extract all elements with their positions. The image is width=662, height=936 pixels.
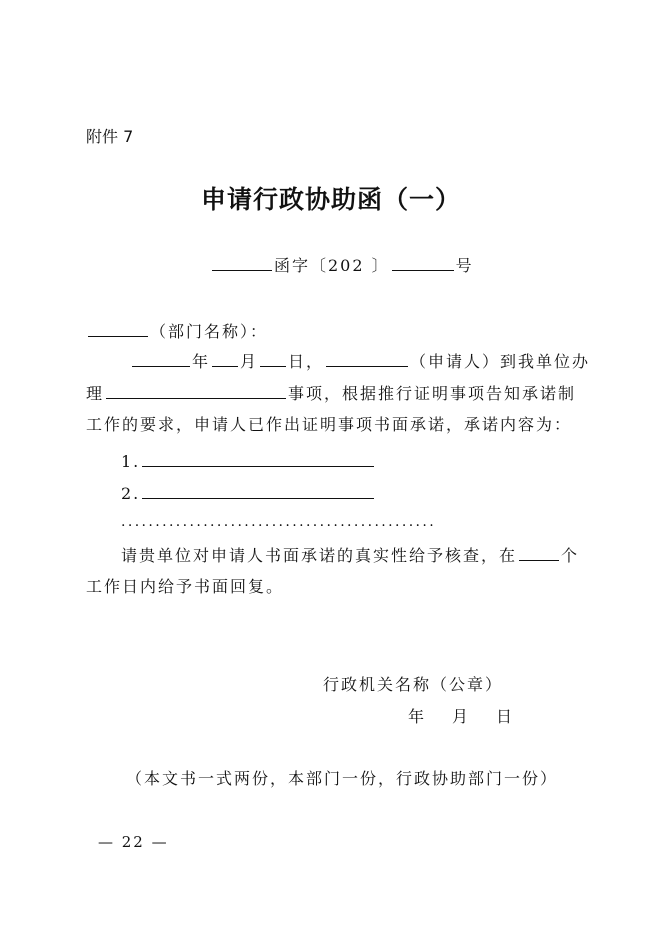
workdays-blank [519, 544, 559, 561]
salutation-text: （部门名称）： [150, 322, 269, 341]
document-title: 申请行政协助函（一） [200, 185, 461, 214]
number-blank [392, 254, 454, 271]
month-label: 月 [240, 352, 259, 371]
day-label: 日， [288, 352, 325, 371]
body-line-2 [86, 382, 576, 405]
body-line-2-prefix: 理 [86, 384, 105, 403]
signature-date: 年 月 日 [408, 707, 519, 726]
department-blank [88, 320, 148, 337]
item-number: 2. [121, 484, 141, 503]
issuer-blank [212, 254, 272, 271]
request-text: 请贵单位对申请人书面承诺的真实性给予核查，在 [121, 546, 518, 565]
ellipsis-line: .............................................. [121, 514, 437, 530]
request-line-1 [121, 544, 579, 567]
copies-note: （本文书一式两份，本部门一份，行政协助部门一份） [126, 769, 559, 788]
item-1-blank [142, 450, 374, 467]
signature-org: 行政机关名称（公章） [323, 675, 504, 694]
attachment-label: 附件 7 [86, 127, 134, 146]
matter-blank [106, 382, 286, 399]
body-line-1 [130, 350, 590, 373]
commitment-item-1 [121, 450, 376, 473]
applicant-label: （申请人）到我单位办 [410, 352, 591, 371]
body-line-3: 工作的要求，申请人已作出证明事项书面承诺，承诺内容为： [86, 415, 573, 434]
item-2-blank [142, 482, 374, 499]
day-blank [260, 350, 286, 367]
item-number: 1. [121, 452, 141, 471]
request-line-2: 工作日内给予书面回复。 [86, 577, 285, 596]
request-suffix: 个 [561, 546, 580, 565]
body-line-2-suffix: 事项，根据推行证明事项告知承诺制 [288, 384, 577, 403]
year-blank [132, 350, 190, 367]
doc-number-middle: 函字〔202 〕 [274, 256, 390, 275]
page-number: — 22 — [98, 833, 169, 851]
year-label: 年 [192, 352, 211, 371]
document-number-line [210, 254, 474, 277]
applicant-blank [326, 350, 408, 367]
month-blank [212, 350, 238, 367]
commitment-item-2 [121, 482, 376, 505]
salutation [86, 320, 268, 343]
doc-number-suffix: 号 [455, 256, 474, 275]
